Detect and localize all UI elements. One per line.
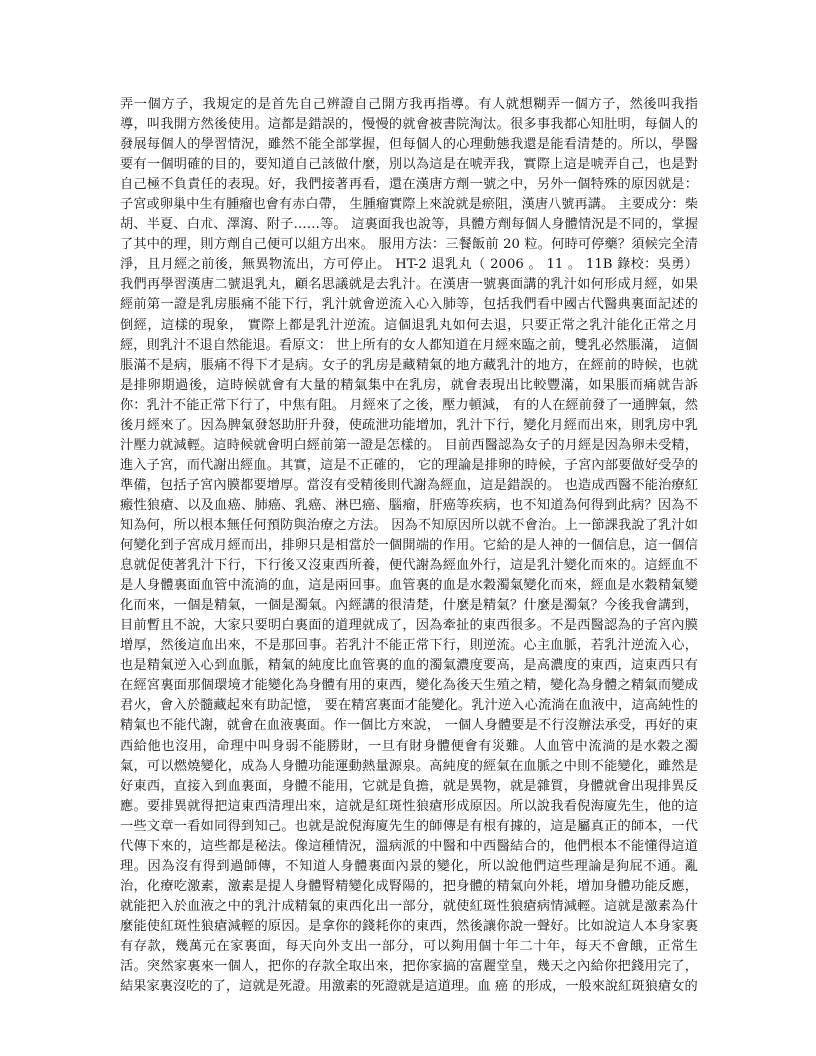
- document-page: [120, 95, 698, 1035]
- body-paragraph: 弄一個方子，我規定的是首先自己辨證自己開方我再指導。有人就想糊弄一個方子，然後叫我指導，叫我開方然後使用。這都是錯誤的，慢慢的就會被書院淘汰。很多事我都心知肚明，每個人的發展每個人的學習情況，雖然不能全部掌握，但每個人的心理動態我還是能看清楚的。所以，學醫要有一個明確的目的，要知道自己該做什麼，別以為這是在唬弄我，實際上這是唬弄自己，也是對自己極不負責任的表現。好，我們接著再看，還在漢唐方劑一號之中，另外一個特殊的原因就是： 子宮或卵巢中生有腫瘤也會有赤白帶， 生腫瘤實際上來說就是瘀阻，漢唐八號再講。 主要成分：柴胡、半夏、白朮、澤瀉、附子……等。 這裏面我也說等，具體方劑每個人身體情況是不同的，掌握了其中的理，則方劑自己便可以組方出來。 服用方法：三餐飯前 20 粒。何時可停藥？須候完全清淨，且月經之前後，無異物流出，方可停止。 HT-2 退乳丸（ 2006 。 11 。 11B 錄校：吳勇） 我們再學習漢唐二號退乳丸，顧名思議就是去乳汁。在漢唐一號裏面講的乳汁如何形成月經，如果經前第一證是乳房脹痛不能下行，乳汁就會逆流入心入肺等，包括我們看中國古代醫典裏面記述的倒經，這樣的現象， 實際上都是乳汁逆流。這個退乳丸如何去退，只要正常之乳汁能化正常之月經，則乳汁不退自然能退。看原文： 世上所有的女人都知道在月經來臨之前，雙乳必然脹滿， 這個脹滿不是病，脹痛不得下才是病。女子的乳房是藏精氣的地方藏乳汁的地方，在經前的時候，也就是排卵期過後，這時候就會有大量的精氣集中在乳房，就會表現出比較豐滿，如果脹而痛就告訴你：乳汁不能正常下行了，中焦有阻。 月經來了之後，壓力頓減， 有的人在經前發了一通脾氣，然後月經來了。因為脾氣發怒助肝升發，使疏泄功能增加，乳汁下行，變化月經而出來，則乳房中乳汁壓力就減輕。這時候就會明白經前第一證是怎樣的。 目前西醫認為女子的月經是因為卵未受精，進入子宮，而代謝出經血。其實，這是不正確的， 它的理論是排卵的時候，子宮內部要做好受孕的準備，包括子宮內膜都要增厚。當沒有受精後則代謝為經血，這是錯誤的。 也造成西醫不能治療紅瘢性狼瘡、以及血癌、肺癌、乳癌、淋巴癌、腦瘤，肝癌等疾病，也不知道為何得到此病？因為不知為何，所以根本無任何預防與治療之方法。 因為不知原因所以就不會治。上一節課我說了乳汁如何變化到子宮成月經而出，排卵只是相當於一個開端的作用。它給的是人神的一個信息，這一個信息就促使著乳汁下行，下行後又沒東西所養，便代謝為經血外行，這是乳汁變化而來的。這經血不是人身體裏面血管中流淌的血，這是兩回事。血管裏的血是水穀濁氣變化而來，經血是水穀精氣變化而來，一個是精氣，一個是濁氣。內經講的很清楚，什麼是精氣？什麼是濁氣？今後我會講到，目前暫且不說，大家只要明白裏面的道理就成了，因為牽扯的東西很多。不是西醫認為的子宮內膜增厚，然後這血出來，不是那回事。若乳汁不能正常下行，則逆流。心主血脈，若乳汁逆流入心，也是精氣逆入心到血脈，精氣的純度比血管裏的血的濁氣濃度要高，是高濃度的東西，這東西只有在經宮裏面那個環境才能變化為身體有用的東西，變化為後天生殖之精，變化為身體之精氣而變成君火，會入於髓藏起來有助記憶， 要在精宮裏面才能變化。乳汁逆入心流淌在血液中，這高純性的精氣也不能代謝，就會在血液裏面。作一個比方來說， 一個人身體要是不行沒辦法承受，再好的東西給他也沒用，命理中叫身弱不能勝財，一旦有財身體便會有災難。人血管中流淌的是水穀之濁氣，可以燃燒變化，成為人身體功能運動熱量源泉。高純度的經氣在血脈之中則不能變化，雖然是好東西，直接入到血裏面，身體不能用，它就是負擔，就是異物，就是雜質，身體就會出現排異反應。要排異就得把這東西清理出來，這就是紅斑性狼瘡形成原因。所以說我看倪海廈先生，他的這一些文章一看如同得到知己。也就是說倪海廈先生的師傳是有根有據的，這是屬真正的師本，一代代傳下來的，這些都是秘法。像這種情況，溫病派的中醫和中西醫結合的，他們根本不能懂得這道理。因為沒有得到過師傳，不知道人身體裏面內景的變化，所以說他們這些理論是狗屁不通。亂治，化療吃激素，激素是提人身體腎精變化成腎陽的，把身體的精氣向外耗，增加身體功能反應，就能把入於血液之中的乳汁成精氣的東西化出一部分，就使紅斑性狼瘡病情減輕。這就是激素為什麼能使紅斑性狼瘡減輕的原因。是拿你的錢耗你的東西，然後讓你說一聲好。比如說這人本身家裏有存款，幾萬元在家裏面，每天向外支出一部分，可以夠用個十年二十年，每天不會餓，正常生活。突然家裏來一個人，把你的存款全取出來，把你家搞的富麗堂皇，幾天之內給你把錢用完了，結果家裏沒吃的了，這就是死證。用激素的死證就是這道理。血 癌 的形成，一般來說紅斑狼瘡女的: [120, 97, 698, 995]
